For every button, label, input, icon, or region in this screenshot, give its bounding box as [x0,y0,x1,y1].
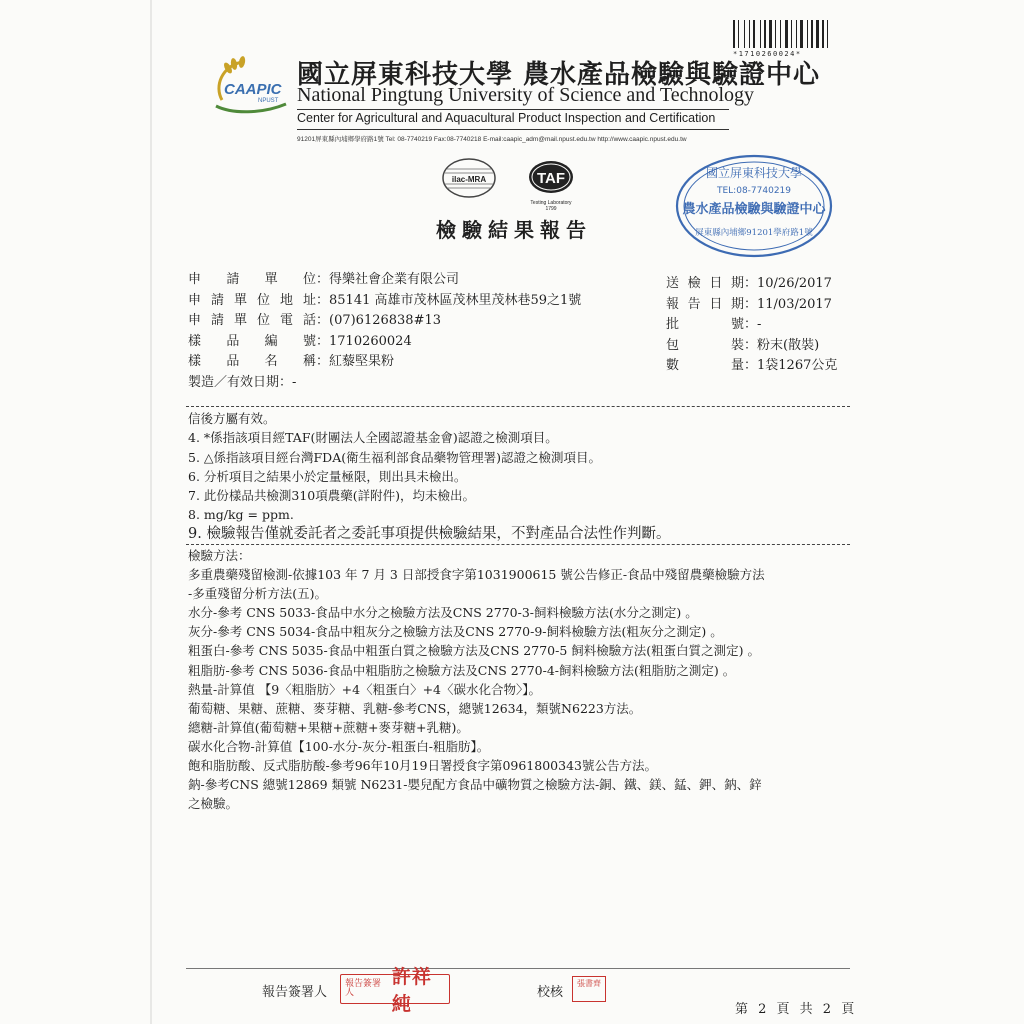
note-line: 8. mg/kg = ppm. [188,507,294,523]
method-line: 葡萄糖、果糖、蔗糖、麥芽糖、乳糖-參考CNS，總號12634，類號N6223方法。 [188,700,642,716]
info-value: ：1710260024 [316,333,412,349]
info-label: 送檢日期 [666,276,744,291]
info-row [666,356,837,377]
page-number: 第 2 頁 共 2 頁 [735,1002,855,1017]
report-title: 檢驗結果報告 [436,218,592,242]
barcode-bar [798,20,799,48]
barcode-bar [811,20,813,48]
method-line: -多重殘留分析方法(五)。 [188,586,327,602]
info-value: ：粉末(散裝) [744,337,820,353]
note-line: 7. 此份樣品共檢測310項農藥(詳附件)，均未檢出。 [188,488,476,504]
method-line: 多重農藥殘留檢測-依據103 年 7 月 3 日部授食字第1031900615 號公告修正-食品中殘留農藥檢驗方法 [188,567,765,583]
taf-sub-line: 1799 [545,206,557,212]
barcode-bar [791,20,792,48]
barcode-bar [749,20,750,48]
info-label: 批號 [666,317,744,332]
stamp-line: 農水產品檢驗與驗證中心 [682,202,826,217]
info-row [188,352,581,373]
method-line: 總糖-計算值(葡萄糖+果糖+蔗糖+麥芽糖+乳糖)。 [188,719,469,735]
notes-section [188,409,670,544]
info-row [188,373,581,394]
info-label: 申請單位電話 [188,313,316,328]
note-line: 9. 檢驗報告僅就委託者之委託事項提供檢驗結果，不對產品合法性作判斷。 [188,525,671,542]
note-line: 4. *係指該項目經TAF(財團法人全國認證基金會)認證之檢測項目。 [188,430,558,446]
caapic-logo-icon [212,56,290,118]
method-line: 檢驗方法： [188,548,251,563]
taf-caption [519,200,583,212]
taf-logo-icon [519,157,583,201]
method-line: 鈉-參考CNS 總號12869 類號 N6231-嬰兒配方食品中礦物質之檢驗方法-銅、鐵、鎂、錳、鉀、鈉、鋅 [188,777,762,793]
stamp-line: 國立屏東科技大學 [705,166,803,180]
info-label: 包裝 [666,337,744,353]
subtitle-english: Center for Agricultural and Aquacultural Product Inspection and Certification [297,111,716,125]
info-label: 數量 [666,358,744,373]
barcode-bar [785,20,788,48]
barcode-bar [760,20,761,48]
info-value: ：- [279,374,297,390]
barcode-bar [820,20,821,48]
barcode-bar [809,20,810,48]
info-label: 樣品編號 [188,333,316,349]
logo-sub: NPUST [258,98,279,104]
stamp-line: TEL:08-7740219 [716,186,792,196]
barcode-bar [804,20,806,48]
barcode-bar [814,20,815,48]
method-line: 粗脂肪-參考 CNS 5036-食品中粗脂肪之檢驗方法及CNS 2770-4-飼料檢驗方法(粗脂肪之測定) 。 [188,662,736,678]
method-line: 灰分-參考 CNS 5034-食品中粗灰分之檢驗方法及CNS 2770-9-飼料檢驗方法(粗灰分之測定) 。 [188,624,723,640]
barcode-bar [738,20,739,48]
barcode-bar [744,20,745,48]
barcode-bar [796,20,797,48]
barcode-bar [762,20,763,48]
info-value: ：得樂社會企業有限公司 [316,272,460,287]
ilac-text: ilac-MRA [451,175,487,184]
barcode-bar [793,20,795,48]
method-line: 飽和脂肪酸、反式脂肪酸-參考96年10月19日署授食字第0961800343號公告方法。 [188,758,657,774]
barcode-bar [782,20,784,48]
header-rule [297,129,729,130]
barcode-bar [807,20,808,48]
info-value: ：(07)6126838#13 [316,313,442,328]
signer-stamp-title: 報告簽署人 [345,979,382,998]
barcode-bar [789,20,790,48]
contact-line: 91201屏東縣內埔鄉學府路1號 Tel: 08-7740219 Fax:08-7740218 E-mail:caapic_adm@mail.npust.edu.tw http://www.caapic.npust.edu.tw [297,136,687,143]
info-value: ：11/03/2017 [744,296,832,312]
checker-label: 校核 [537,985,564,1000]
info-label: 報告日期 [666,296,744,312]
info-value: ：- [744,317,762,332]
note-line: 6. 分析項目之結果小於定量極限，則出具未檢出。 [188,468,467,484]
scan-edge [150,0,152,1024]
barcode-bar [777,20,779,48]
footer-rule [186,968,850,969]
barcode-bar [775,20,776,48]
info-row [188,291,581,312]
info-right [666,274,837,377]
signer-name: 許祥純 [391,966,432,1015]
barcode-bar [736,20,737,48]
info-row [666,315,837,336]
method-line: 熱量-計算值 【9〈粗脂肪〉+4〈粗蛋白〉+4〈碳水化合物〉】。 [188,681,542,697]
barcode-bar [751,20,752,48]
info-value: ：1袋1267公克 [744,358,838,373]
signer-label: 報告簽署人 [262,985,328,1000]
barcode-bar [816,20,819,48]
barcode-bar [769,20,772,48]
header-rule [297,109,729,110]
barcode-bar [764,20,766,48]
barcode-bar [746,20,748,48]
info-value: ：10/26/2017 [744,276,832,291]
barcode [733,20,849,48]
method-line: 之檢驗。 [188,796,239,812]
title-chinese: 國立屏東科技大學 農水產品檢驗與驗證中心 [297,60,821,90]
signer-stamp [340,966,450,1015]
note-line: 5. △係指該項目經台灣FDA(衛生福利部食品藥物管理署)認證之檢測項目。 [188,449,601,465]
info-left [188,270,581,393]
method-line: 碳水化合物-計算值【100-水分-灰分-粗蛋白-粗脂肪】。 [188,738,490,754]
info-value: ：紅藜堅果粉 [316,354,395,369]
info-label: 申請單位地址 [188,292,316,308]
info-row [666,274,837,295]
info-row [666,336,837,357]
divider [186,406,850,407]
divider [186,544,850,545]
seal-stamp [674,153,834,259]
title-english: National Pingtung University of Science and Technology [297,84,755,106]
ilac-mra-logo-icon [441,157,497,199]
info-row [188,270,581,291]
info-label: 樣品名稱 [188,354,316,369]
info-value: ：85141 高雄市茂林區茂林里茂林巷59之1號 [316,292,582,308]
barcode-bar [829,20,831,48]
barcode-bar [800,20,803,48]
method-line: 水分-參考 CNS 5033-食品中水分之檢驗方法及CNS 2770-3-飼料檢驗方法(水分之測定) 。 [188,605,698,621]
taf-sub-line: Testing Laboratory [530,200,572,206]
barcode-bar [780,20,781,48]
barcode-bar [773,20,774,48]
barcode-bar [825,20,826,48]
methods-section [188,546,765,813]
barcode-bar [827,20,828,48]
stamp-line: 屏東縣內埔鄉91201學府路1號 [695,228,813,238]
info-label: 申請單位 [188,272,316,287]
barcode-number: *1710260024* [733,50,802,58]
barcode-bar [822,20,824,48]
taf-text: TAF [536,170,566,187]
method-line: 粗蛋白-參考 CNS 5035-食品中粗蛋白質之檢驗方法及CNS 2770-5 飼料檢驗方法(粗蛋白質之測定) 。 [188,643,760,659]
barcode-bar [733,20,735,48]
logo-text: CAAPIC [224,81,282,98]
info-row [188,311,581,332]
barcode-bar [767,20,768,48]
barcode-bar [756,20,759,48]
barcode-bar [740,20,743,48]
checker-stamp: 張書齊 [572,976,606,1002]
info-label: 製造／有效日期 [188,374,280,390]
info-row [666,295,837,316]
info-row [188,332,581,353]
note-line: 信後方屬有效。 [188,411,276,426]
barcode-bar [753,20,755,48]
